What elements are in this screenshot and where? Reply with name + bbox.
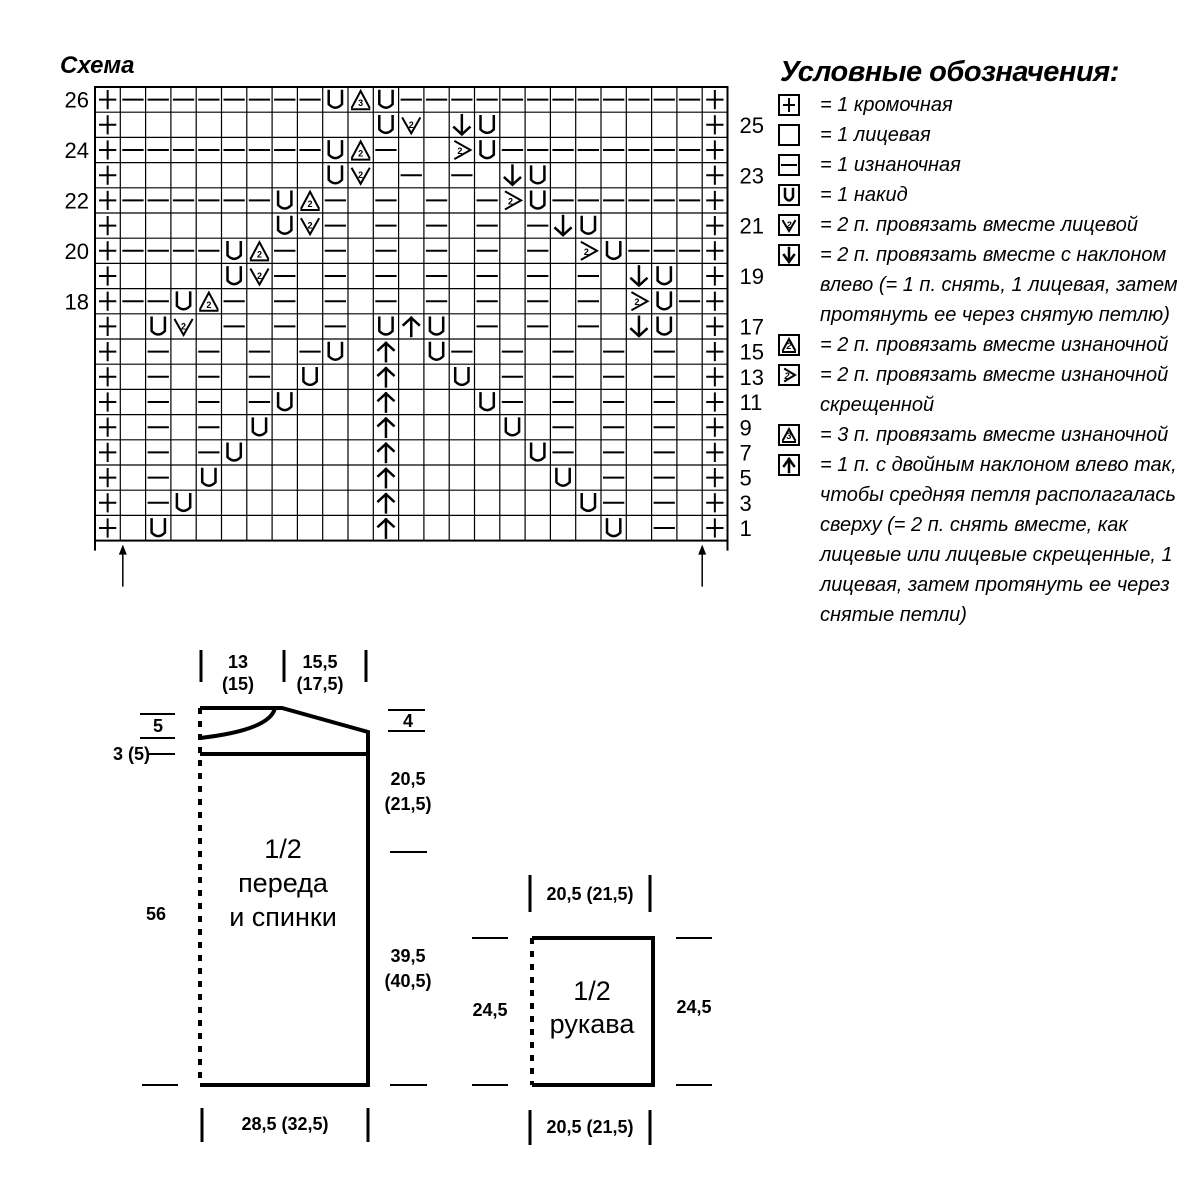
purl-icon [778,154,800,176]
svg-text:2: 2 [408,119,414,130]
legend-item-purl [778,150,1178,180]
legend-item-knit [778,120,1178,150]
sleeve-label-2: рукава [549,1009,635,1039]
right-row-number: 3 [739,490,752,516]
right-row-number: 7 [739,440,752,466]
sleeve-label-1: 1/2 [573,976,611,1006]
right-row-number: 1 [739,516,752,542]
knit-icon [778,124,800,146]
legend-text: = 2 п. провязать вместе изнаночной скрещенной [820,364,1169,416]
svg-text:2: 2 [307,220,313,231]
right-row-number: 5 [739,465,752,491]
left-row-number: 24 [64,138,89,164]
svg-text:2: 2 [358,170,364,181]
bottom-width-label: 28,5 (32,5) [241,1114,329,1134]
legend-item-ssk [778,240,1178,330]
svg-text:2: 2 [786,220,792,230]
sleeve-bottom-width: 20,5 (21,5) [546,1117,634,1137]
right-row-number: 23 [739,163,764,189]
left-row-number: 20 [64,238,89,264]
legend-item-p3tog [778,420,1178,450]
right-row-number: 21 [739,213,764,239]
legend-text: = 2 п. провязать вместе лицевой [820,214,1139,236]
svg-text:2: 2 [358,148,364,159]
left-row-number: 18 [64,289,89,315]
svg-text:2: 2 [507,196,513,207]
p2togtbl-icon [778,364,800,386]
body-label-3: и спинки [229,902,337,932]
right-row-number: 11 [739,390,763,416]
body-label-2: переда [238,868,328,898]
sleeve-piece [472,875,712,1145]
p2tog-icon [778,334,800,356]
legend-item-yo [778,180,1178,210]
side-alt-label: (40,5) [384,971,432,991]
top-dim-1: 13 [227,652,249,672]
svg-text:2: 2 [181,321,187,332]
armhole-label: 20,5 [390,769,426,789]
scheme-title: Схема [60,52,135,79]
right-row-number: 19 [739,264,764,290]
right-row-number: 15 [739,339,764,365]
sleeve-top-width: 20,5 (21,5) [546,884,634,904]
sleeve-left-height: 24,5 [472,1000,508,1020]
body-label-1: 1/2 [264,834,302,864]
legend-text: = 1 накид [820,184,908,206]
svg-text:2: 2 [786,341,792,351]
right-row-number: 25 [739,112,764,138]
legend-title: Условные обозначения: [780,56,1119,88]
neck-depth-label: 5 [152,716,164,736]
legend-text: = 3 п. провязать вместе изнаночной [820,424,1169,446]
top-dim-1-alt: (15) [221,674,255,694]
repeat-arrow [119,545,127,587]
svg-text:2: 2 [307,199,313,209]
legend-text: = 2 п. провязать вместе изнаночной [820,334,1169,356]
legend-item-k2tog [778,210,1178,240]
repeat-arrow [698,545,706,587]
knitting-chart [40,75,764,585]
side-label: 39,5 [390,946,426,966]
legend-item-p2togtbl [778,360,1178,420]
body-piece [113,650,432,1142]
top-dim-2: 15,5 [302,652,338,672]
neck-back-label: 3 (5) [112,744,150,764]
svg-text:3: 3 [786,431,792,441]
left-row-number: 26 [64,87,89,113]
legend-item-p2tog [778,330,1178,360]
left-row-number: 22 [64,188,89,214]
right-row-number: 13 [739,364,764,390]
pattern-schematic [112,630,740,1150]
svg-text:2: 2 [256,249,262,260]
svg-text:2: 2 [583,246,589,257]
svg-text:2: 2 [206,299,212,310]
armhole-alt-label: (21,5) [384,794,432,814]
svg-text:2: 2 [457,146,463,156]
p3tog-icon [778,424,800,446]
right-row-number: 9 [739,415,752,441]
legend [778,90,1178,630]
svg-text:2: 2 [256,271,262,281]
ssk-icon [778,244,800,266]
svg-text:2: 2 [634,297,640,308]
sleeve-right-height: 24,5 [676,997,712,1017]
legend-text: = 2 п. провязать вместе с наклоном влево (= 1 п. снять, 1 лицевая, затем протянуть ее через снятую петлю) [820,244,1178,326]
top-dim-2-alt: (17,5) [296,674,344,694]
k2tog-icon [778,214,800,236]
edge-icon [778,94,800,116]
legend-item-edge [778,90,1178,120]
legend-text: = 1 п. с двойным наклоном влево так, чтобы средняя петля располагалась сверху (= 2 п. снять вместе, как лицевые или лицевые скрещенные, 1 лицевая, затем протянуть ее через снятые петли) [820,454,1177,626]
legend-text: = 1 кромочная [820,94,953,116]
right-row-number: 17 [739,314,764,340]
total-length-label: 56 [145,904,167,924]
shoulder-slope-label: 4 [402,711,414,731]
legend-item-cdd [778,450,1178,630]
cdd-icon [778,454,800,476]
svg-text:2: 2 [784,371,790,381]
svg-text:3: 3 [358,98,364,109]
legend-text: = 1 лицевая [820,124,931,146]
legend-text: = 1 изнаночная [820,154,961,176]
yo-icon [778,184,800,206]
